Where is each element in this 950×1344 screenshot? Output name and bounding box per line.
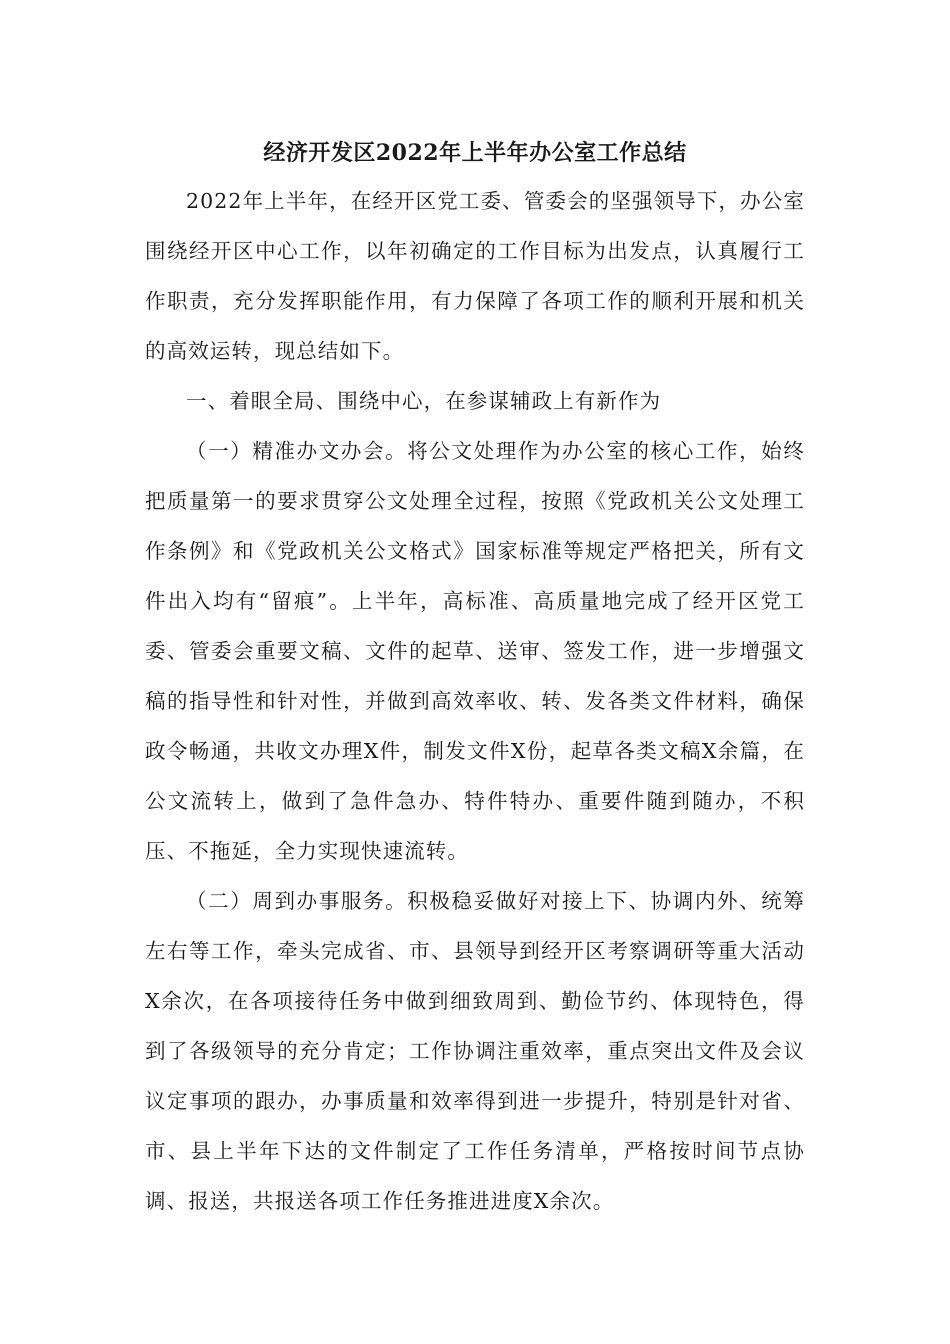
document-body	[145, 176, 805, 1226]
paragraph-section-1-2: （二）周到办事服务。积极稳妥做好对接上下、协调内外、统筹左右等工作，牵头完成省、市、县领导到经开区考察调研等重大活动X余次，在各项接待任务中做到细致周到、勤俭节约、体现特色，得到了各级领导的充分肯定；工作协调注重效率，重点突出文件及会议议定事项的跟办，办事质量和效率得到进一步提升，特别是针对省、市、县上半年下达的文件制定了工作任务清单，严格按时间节点协调、报送，共报送各项工作任务推进进度X余次。	[145, 889, 805, 1213]
document-title: 经济开发区2022年上半年办公室工作总结	[263, 140, 687, 166]
paragraph-intro: 2022年上半年，在经开区党工委、管委会的坚强领导下，办公室围绕经开区中心工作，以年初确定的工作目标为出发点，认真履行工作职责，充分发挥职能作用，有力保障了各项工作的顺利开展和机关的高效运转，现总结如下。	[145, 189, 805, 363]
paragraph-section-1-1: （一）精准办文办会。将公文处理作为办公室的核心工作，始终把质量第一的要求贯穿公文处理全过程，按照《党政机关公文处理工作条例》和《党政机关公文格式》国家标准等规定严格把关，所有文件出入均有“留痕”。上半年，高标准、高质量地完成了经开区党工委、管委会重要文稿、文件的起草、送审、签发工作，进一步增强文稿的指导性和针对性，并做到高效率收、转、发各类文件材料，确保政令畅通，共收文办理X件，制发文件X份，起草各类文稿X余篇，在公文流转上，做到了急件急办、特件特办、重要件随到随办，不积压、不拖延，全力实现快速流转。	[145, 439, 805, 863]
section-heading-1: 一、着眼全局、围绕中心，在参谋辅政上有新作为	[186, 389, 662, 413]
